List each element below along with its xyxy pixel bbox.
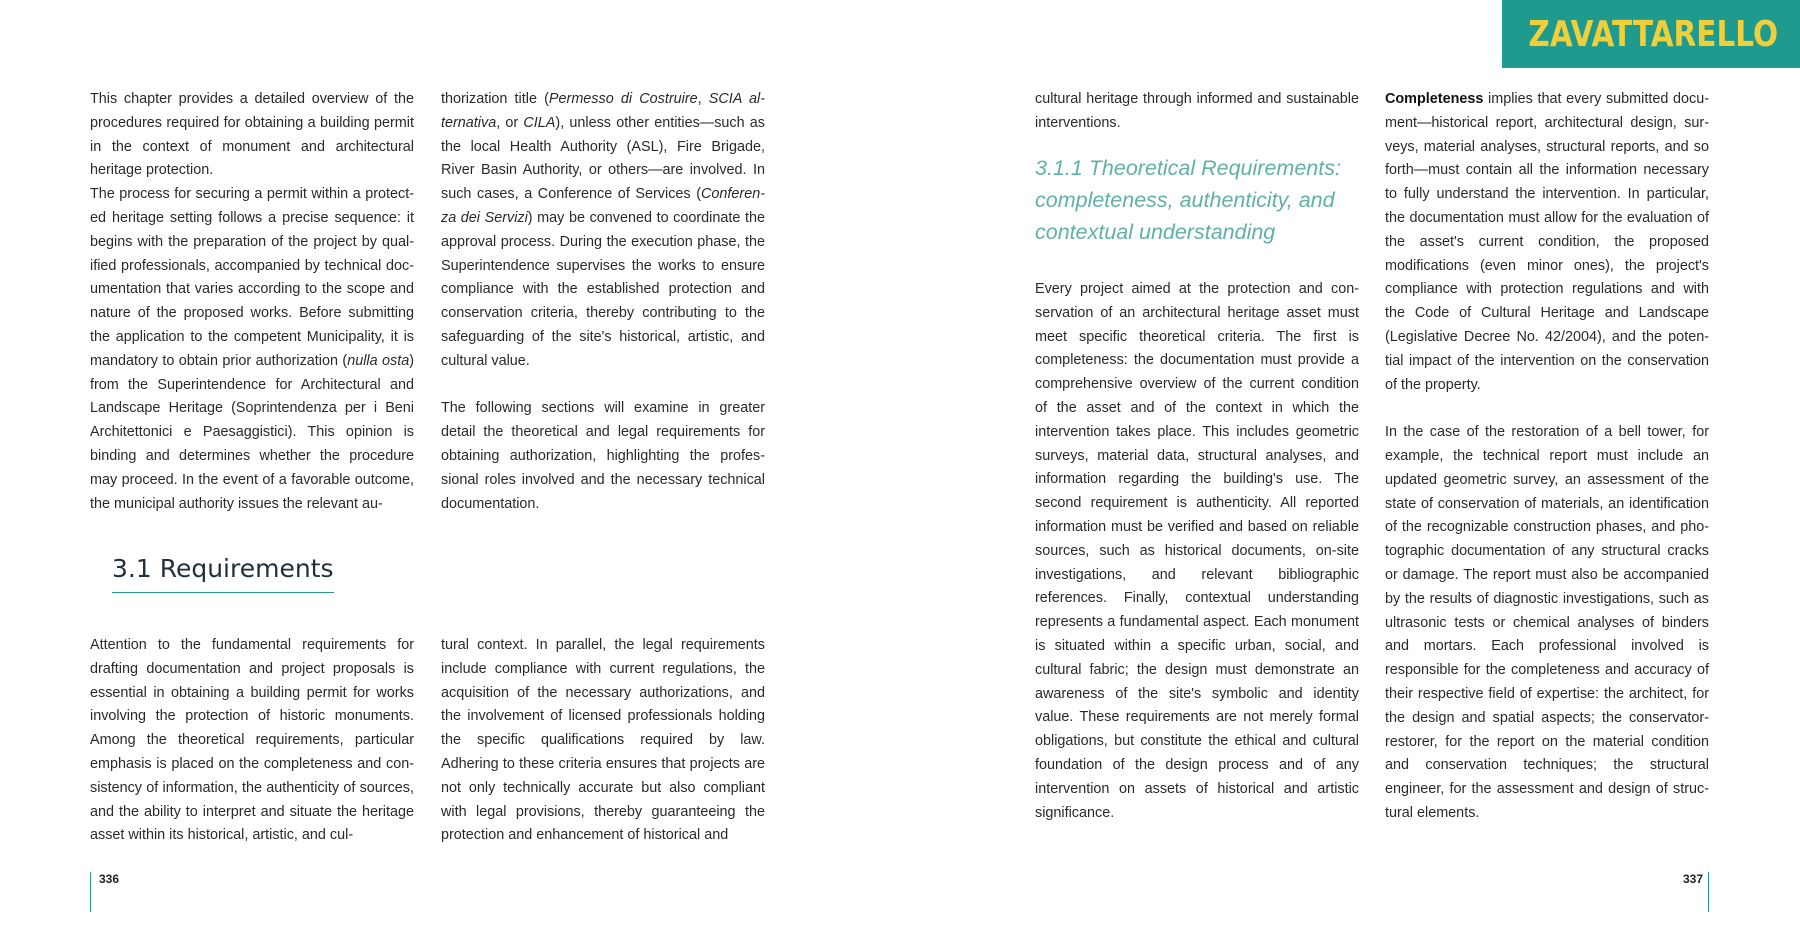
bold-term: Completeness	[1385, 91, 1484, 107]
paragraph: In the case of the restoration of a bell tower, for example, the technical report must include an updated geometric survey, an assessment of the state of conservation of materials, an identification of the recognizable construction phases, and photographic documentation of any structural cracks or damage. The report must also be accompanied by the results of diagnostic investigations, such as ultrasonic tests or chemical analyses of binders and mortars. Each professional involved is responsible for the completeness and accuracy of their respective field of expertise: the architect, for the design and spatial aspects; the conservator-restorer, for the report on the material condition and conservation techniques; the structural engineer, for the assessment and design of structural elements.	[1385, 424, 1709, 821]
right-column-1-top	[1035, 88, 1359, 136]
brand-title: ZAVATTARELLO	[1528, 13, 1778, 55]
section-heading: 3.1 Requirements	[112, 552, 334, 593]
left-column-2-bottom	[441, 634, 765, 848]
paragraph: The process for securing a permit within a protected heritage setting follows a precise sequence: it begins with the preparation of the project by qualified professionals, accompanied by technical documentation that varies according to the scope and nature of the proposed works. Before submitting the application to the competent Municipality, it is mandatory to obtain prior authorization (nulla osta) from the Superintendence for Architectural and Landscape Heritage (Soprintendenza per i Beni Architettonici e Paesaggistici). This opinion is binding and determines whether the procedure may proceed. In the event of a favorable outcome, the municipal authority issues the relevant au-	[90, 186, 414, 512]
page-number-left: 336	[90, 872, 119, 912]
brand-banner	[1502, 0, 1800, 68]
paragraph: cultural heritage through informed and sustainable interventions.	[1035, 91, 1359, 131]
right-column-2	[1385, 88, 1709, 826]
left-column-2-top	[441, 88, 765, 516]
paragraph: thorization title (Permesso di Costruire, SCIA alternativa, or CILA), unless other entities—such as the local Health Authority (ASL), Fire Brigade, River Basin Authority, or others—are involved. In such cases, a Conference of Services (Conferenza dei Servizi) may be convened to coordinate the approval process. During the execution phase, the Superintendence supervises the works to ensure compliance with the established protection and conservation criteria, thereby contributing to the safeguarding of the site's historical, artistic, and cultural value.	[441, 91, 765, 369]
paragraph: tural context. In parallel, the legal requirements include compliance with current regulations, the acquisition of the necessary authorizations, and the involvement of licensed professionals holding the specific qualifications required by law. Adhering to these criteria ensures that projects are not only technically accurate but also compliant with legal provisions, thereby guaranteeing the protection and enhancement of historical and	[441, 637, 765, 844]
right-column-1-body	[1035, 278, 1359, 825]
paragraph: Completeness implies that every submitted document—historical report, architectural design, surveys, material analyses, structural reports, and so forth—must contain all the information necessary to fully understand the intervention. In particular, the documentation must allow for the evaluation of the asset's current condition, the proposed modifications (even minor ones), the project's compliance with protection regulations and with the Code of Cultural Heritage and Landscape (Legislative Decree No. 42/2004), and the potential impact of the intervention on the conservation of the property.	[1385, 91, 1709, 393]
left-column-1-bottom	[90, 634, 414, 848]
subsection-heading: 3.1.1 Theoretical Requirements: completeness, authenticity, and contextual understanding	[1035, 156, 1341, 244]
paragraph: Every project aimed at the protection and conservation of an architectural heritage asset must meet specific theoretical criteria. The first is completeness: the documentation must provide a comprehensive overview of the current condition of the asset and of the context in which the intervention takes place. This includes geometric surveys, material data, structural analyses, and information regarding the building's use. The second requirement is authenticity. All reported information must be verified and based on reliable sources, such as historical documents, on-site investigations, and relevant bibliographic references. Finally, contextual understanding represents a fundamental aspect. Each monument is situated within a specific urban, social, and cultural fabric; the design must demonstrate an awareness of the site's symbolic and identity value. These requirements are not merely formal obligations, but constitute the ethical and cultural foundation of the design process and of any intervention on assets of historical and artistic significance.	[1035, 281, 1359, 821]
paragraph: The following sections will examine in greater detail the theoretical and legal requirements for obtaining authorization, highlighting the professional roles involved and the necessary technical documentation.	[441, 400, 765, 512]
paragraph: This chapter provides a detailed overview of the procedures required for obtaining a building permit in the context of monument and architectural heritage protection.	[90, 91, 414, 179]
left-column-1-top	[90, 88, 414, 516]
paragraph: Attention to the fundamental requirements for drafting documentation and project proposals is essential in obtaining a building permit for works involving the protection of historic monuments. Among the theoretical requirements, particular emphasis is placed on the completeness and consistency of information, the authenticity of sources, and the ability to interpret and situate the heritage asset within its historical, artistic, and cul-	[90, 637, 414, 844]
page-number-right: 337	[1708, 872, 1709, 912]
